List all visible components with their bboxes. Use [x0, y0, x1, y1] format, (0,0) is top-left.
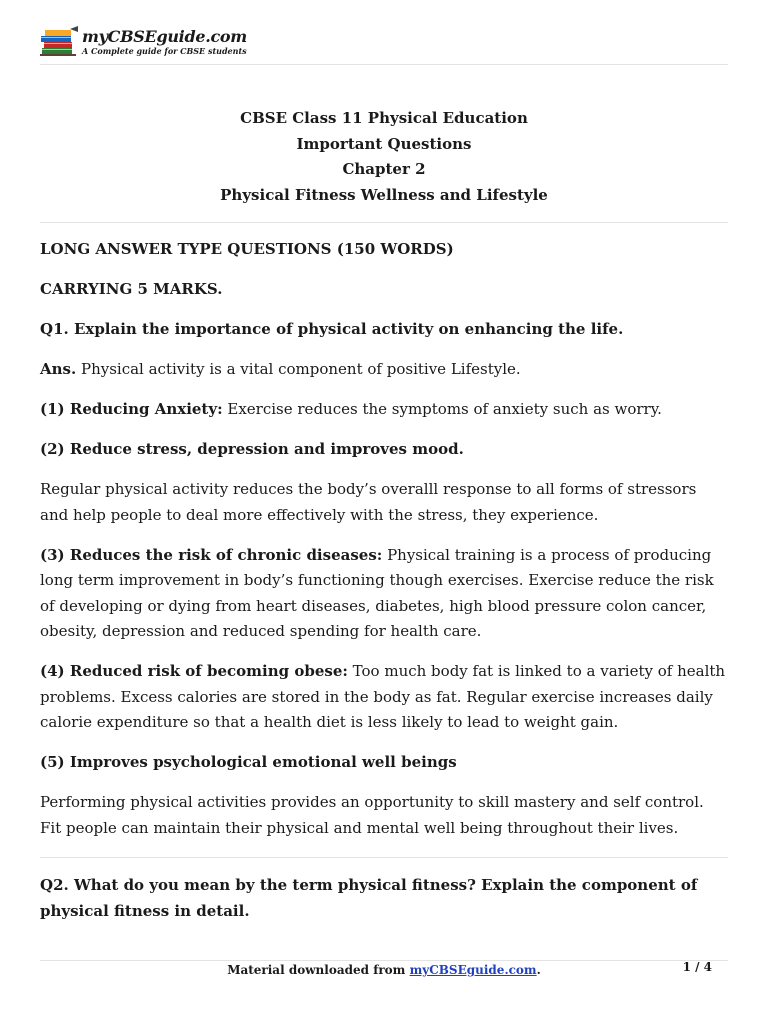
marks-heading: CARRYING 5 MARKS.	[40, 280, 223, 298]
point-3-text: Physical training is a process of producing long term improvement in body’s functioning though exercises. Exercise reduce the risk of developing or dying from heart diseases, diabetes, high blood pressure colon cancer, obesity, depression and reduced spending for health care.	[40, 545, 714, 640]
point-3-label: (3) Reduces the risk of chronic diseases:	[40, 545, 383, 564]
document-title	[40, 106, 728, 208]
title-line-3: Chapter 2	[342, 160, 426, 178]
point-4	[40, 659, 728, 736]
title-line-4: Physical Fitness Wellness and Lifestyle	[220, 185, 548, 204]
books-logo-icon	[40, 26, 80, 58]
question-2: Q2. What do you mean by the term physical fitness? Explain the component of physical fitness in detail.	[40, 876, 698, 920]
brand-prefix: my	[82, 27, 108, 46]
point-1-label: (1) Reducing Anxiety:	[40, 400, 223, 418]
brand-suffix: guide.com	[156, 27, 247, 46]
question-1: Q1. Explain the importance of physical activity on enhancing the life.	[40, 320, 624, 338]
page-number: 1 / 4	[682, 960, 712, 974]
site-header	[40, 26, 728, 64]
point-2-heading: (2) Reduce stress, depression and improves mood.	[40, 440, 464, 458]
footer-credit	[40, 963, 728, 977]
answer-text: Physical activity is a vital component of positive Lifestyle.	[76, 360, 521, 378]
point-1	[40, 397, 728, 423]
point-3	[40, 543, 728, 645]
header-divider	[40, 64, 728, 65]
title-line-1: CBSE Class 11 Physical Education	[240, 109, 528, 127]
title-line-2: Important Questions	[296, 134, 472, 153]
section-heading: LONG ANSWER TYPE QUESTIONS (150 WORDS)	[40, 240, 454, 258]
brand-main: CBSE	[107, 27, 157, 46]
point-5-text: Performing physical activities provides an opportunity to skill mastery and self control. Fit people can maintain their physical and mental well being throughout their lives.	[40, 793, 704, 837]
document-body	[40, 237, 728, 856]
title-divider	[40, 222, 728, 223]
point-4-text: Too much body fat is linked to a variety of health problems. Excess calories are stored in the body as fat. Regular exercise increases daily calorie expenditure so that a health diet is less likely to lead to weight gain.	[40, 662, 726, 731]
footer-suffix: .	[536, 963, 541, 977]
question-divider	[40, 857, 728, 858]
point-2-text: Regular physical activity reduces the body’s overalll response to all forms of stressors and help people to deal more effectively with the stress, they experience.	[40, 480, 697, 524]
brand-tagline: A Complete guide for CBSE students	[82, 46, 247, 56]
brand-name	[82, 27, 247, 46]
point-5-heading: (5) Improves psychological emotional well beings	[40, 753, 457, 771]
footer-divider	[40, 960, 728, 961]
answer-intro	[40, 357, 728, 383]
answer-label: Ans.	[40, 360, 77, 378]
point-4-label: (4) Reduced risk of becoming obese:	[40, 662, 348, 680]
point-1-text: Exercise reduces the symptoms of anxiety such as worry.	[222, 400, 662, 418]
footer-prefix: Material downloaded from	[227, 963, 410, 977]
footer-link[interactable]: myCBSEguide.com	[409, 963, 537, 977]
page-footer	[40, 962, 728, 982]
